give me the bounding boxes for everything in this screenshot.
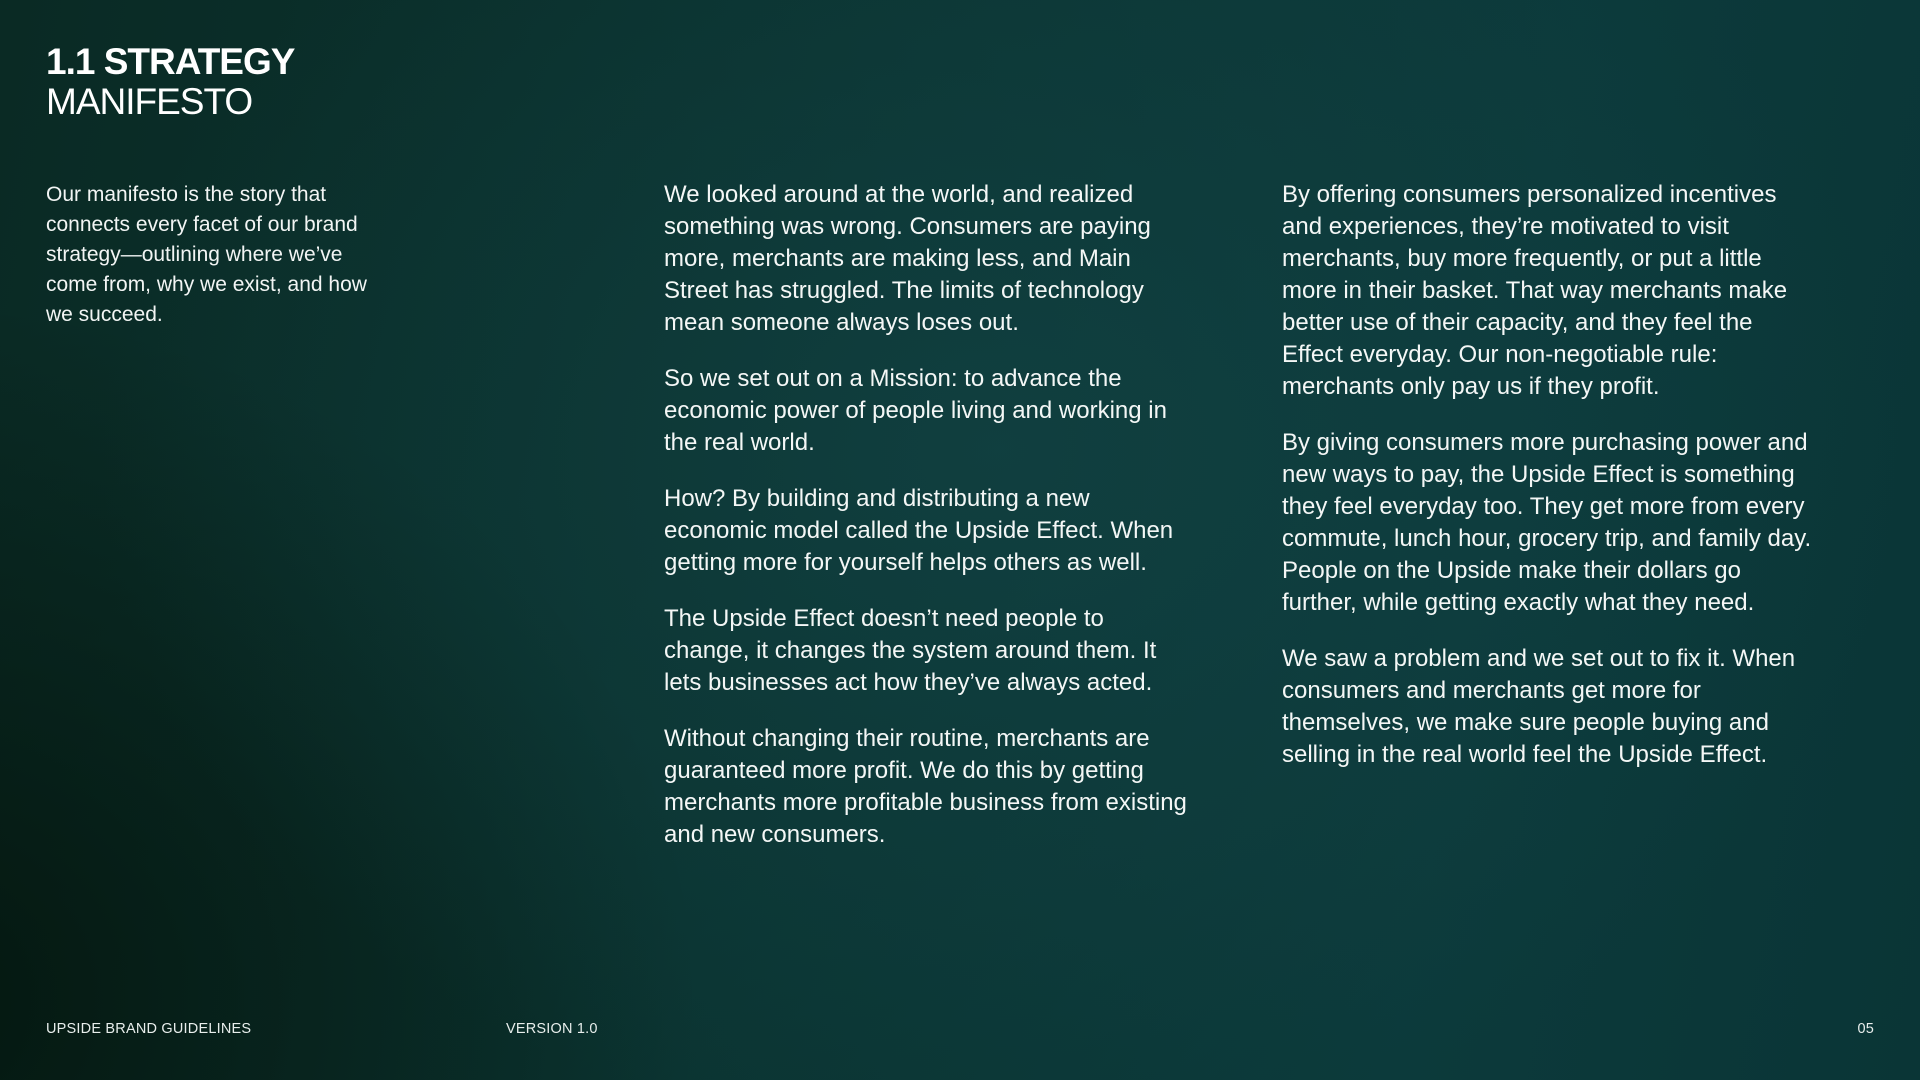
section-title: 1.1 STRATEGY [46,41,295,82]
section-subtitle: MANIFESTO [46,81,253,122]
manifesto-column-2 [1282,179,1812,795]
manifesto-paragraph: By giving consumers more purchasing power and new ways to pay, the Upside Effect is something they feel everyday too. They get more from every commute, lunch hour, grocery trip, and family day. People on the Upside make their dollars go further, while getting exactly what they need. [1282,429,1812,616]
manifesto-column-1 [664,179,1194,875]
page-number: 05 [1857,1021,1874,1037]
manifesto-paragraph: We looked around at the world, and realized something was wrong. Consumers are paying more, merchants are making less, and Main Street has struggled. The limits of technology mean someone always loses out. [664,181,1151,336]
page-title [46,42,294,122]
manifesto-paragraph: Without changing their routine, merchants are guaranteed more profit. We do this by getting merchants more profitable business from existing and new consumers. [664,725,1187,848]
manifesto-paragraph: By offering consumers personalized incentives and experiences, they’re motivated to visit merchants, buy more frequently, or put a little more in their basket. That way merchants make better use of their capacity, and they feel the Effect everyday. Our non-negotiable rule: merchants only pay us if they profit. [1282,181,1788,400]
manifesto-paragraph: How? By building and distributing a new economic model called the Upside Effect. When getting more for yourself helps others as well. [664,485,1174,576]
footer-document-name: UPSIDE BRAND GUIDELINES [46,1021,252,1037]
manifesto-paragraph: So we set out on a Mission: to advance the economic power of people living and working in the real world. [664,365,1167,456]
footer-version: VERSION 1.0 [506,1021,598,1037]
manifesto-paragraph: The Upside Effect doesn’t need people to change, it changes the system around them. It lets businesses act how they’ve always acted. [664,605,1157,696]
intro-text: Our manifesto is the story that connects every facet of our brand strategy—outlining where we’ve come from, why we exist, and how we succeed. [46,183,367,326]
manifesto-paragraph: We saw a problem and we set out to fix it. When consumers and merchants get more for themselves, we make sure people buying and selling in the real world feel the Upside Effect. [1282,645,1796,768]
